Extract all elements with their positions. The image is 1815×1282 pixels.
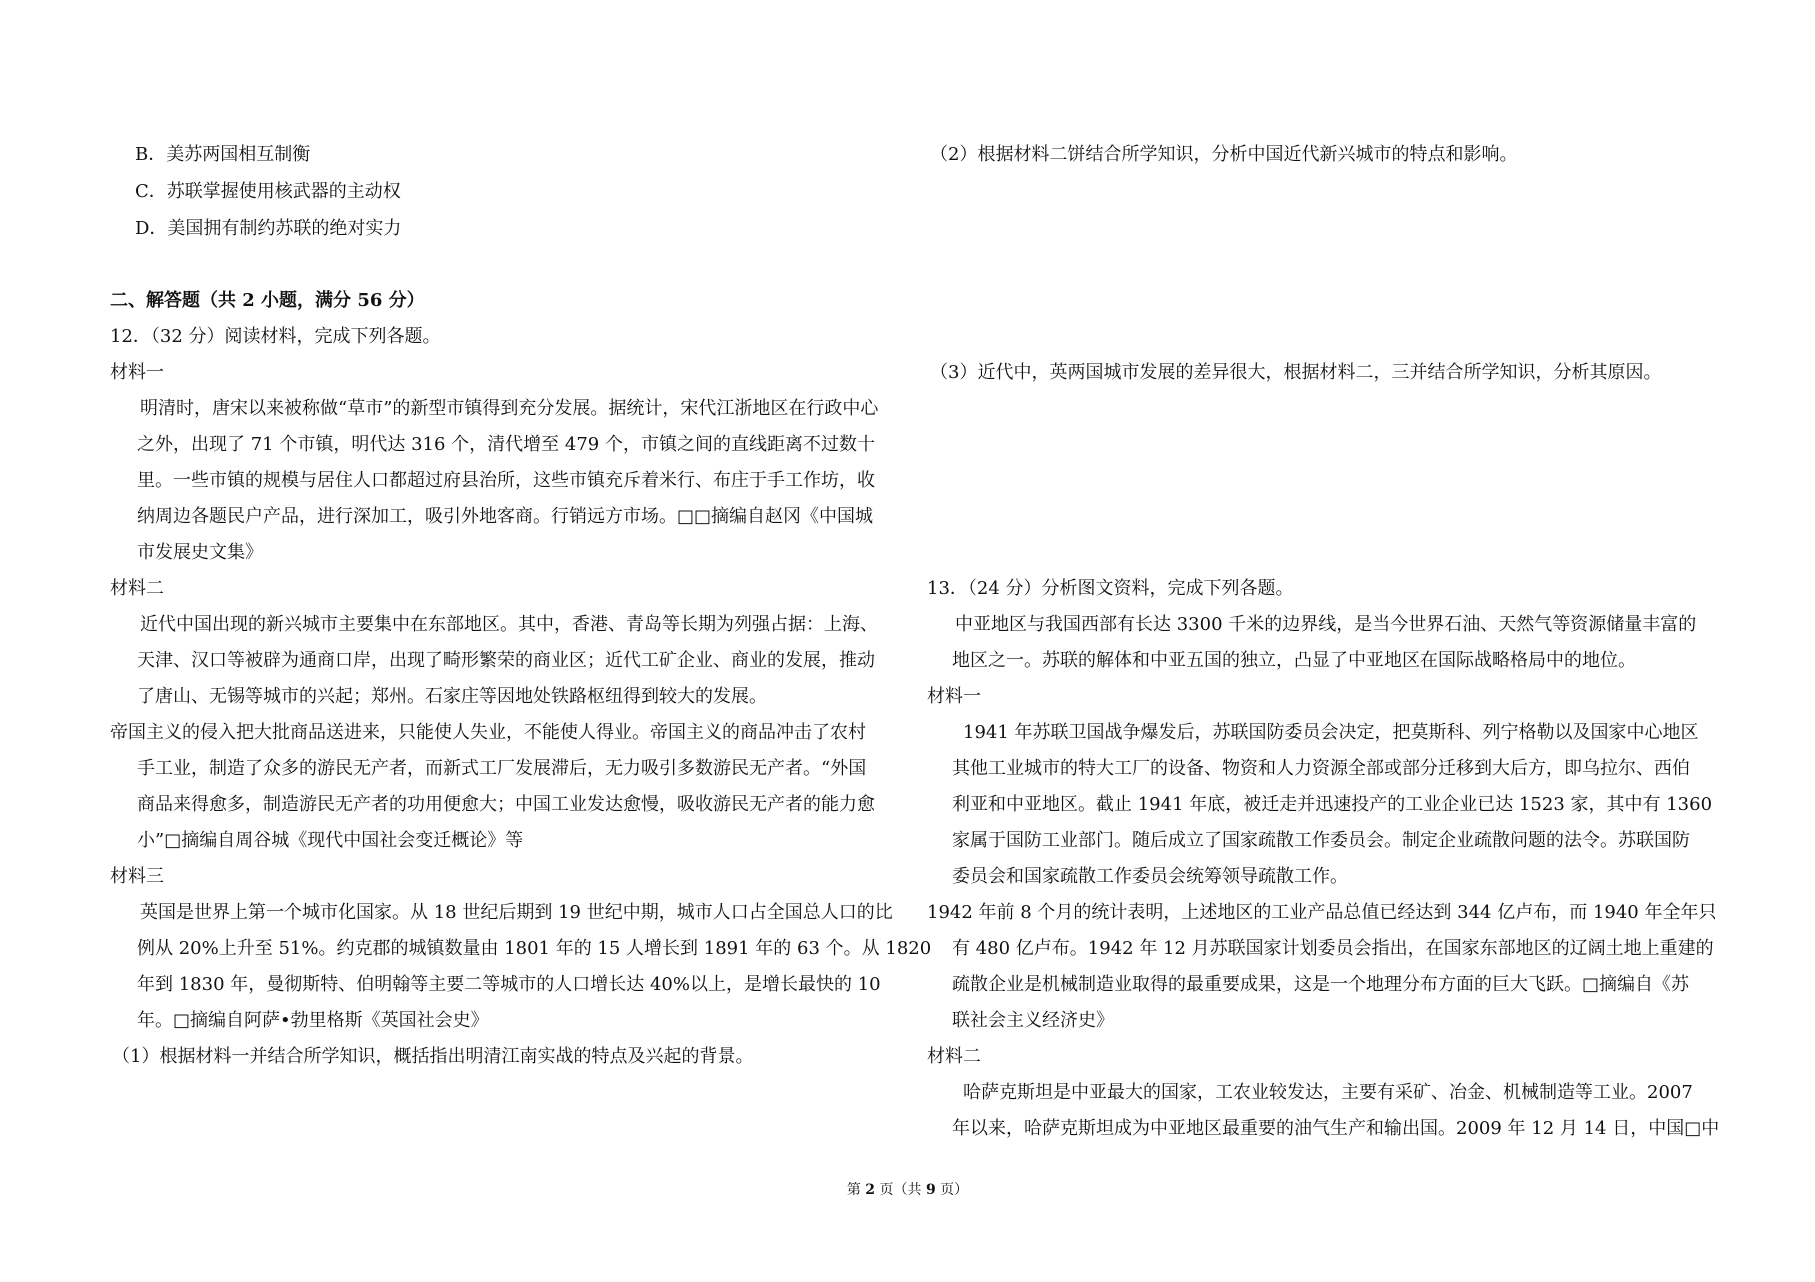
section-heading: 二、解答题（共 2 小题，满分 56 分） [110, 290, 425, 311]
material-2b-line: 小”□摘编自周谷城《现代中国社会变迁概论》等 [137, 830, 524, 851]
q13-material-1-line: 家属于国防工业部门。随后成立了国家疏散工作委员会。制定企业疏散问题的法令。苏联国防 [952, 830, 1690, 851]
q13-material-2-label: 材料二 [927, 1046, 981, 1067]
material-2-line: 天津、汉口等被辟为通商口岸，出现了畸形繁荣的商业区；近代工矿企业、商业的发展，推动 [137, 650, 875, 671]
q13-material-1b-line: 1942 年前 8 个月的统计表明，上述地区的工业产品总值已经达到 344 亿卢布，而 1940 年全年只 [927, 902, 1717, 923]
footer-suffix: 页） [935, 1182, 969, 1198]
material-1-line: 市发展史文集》 [137, 542, 263, 563]
material-2-line: 了唐山、无锡等城市的兴起；郑州。石家庄等因地处铁路枢纽得到较大的发展。 [137, 686, 767, 707]
material-2-label: 材料二 [110, 578, 164, 599]
question-12-part-2: （2）根据材料二饼结合所学知识，分析中国近代新兴城市的特点和影响。 [930, 144, 1518, 165]
option-c: C．苏联掌握使用核武器的主动权 [135, 181, 401, 202]
question-13-intro-line: 地区之一。苏联的解体和中亚五国的独立，凸显了中亚地区在国际战略格局中的地位。 [952, 650, 1636, 671]
material-1-line: 里。一些市镇的规模与居住人口都超过府县治所，这些市镇充斥着米行、布庄于手工作坊，收 [137, 470, 875, 491]
page-footer [0, 1180, 1815, 1200]
footer-prefix: 第 [846, 1182, 866, 1198]
footer-middle: 页（共 [875, 1182, 926, 1198]
question-12-part-3: （3）近代中，英两国城市发展的差异很大，根据材料二，三并结合所学知识，分析其原因。 [930, 362, 1662, 383]
q13-material-1b-line: 有 480 亿卢布。1942 年 12 月苏联国家计划委员会指出，在国家东部地区的辽阔土地上重建的 [952, 938, 1714, 959]
q13-material-1b-line: 联社会主义经济史》 [952, 1010, 1114, 1031]
page-number: 2 [865, 1182, 876, 1198]
q13-material-2-line: 哈萨克斯坦是中亚最大的国家，工农业较发达，主要有采矿、冶金、机械制造等工业。2007 [963, 1082, 1693, 1103]
q13-material-1b-line: 疏散企业是机械制造业取得的最重要成果，这是一个地理分布方面的巨大飞跃。□摘编自《苏 [952, 974, 1690, 995]
material-2b-line: 帝国主义的侵入把大批商品送进来，只能使人失业，不能使人得业。帝国主义的商品冲击了农村 [110, 722, 866, 743]
material-3-line: 年到 1830 年，曼彻斯特、伯明翰等主要二等城市的人口增长达 40%以上，是增长最快的 10 [137, 974, 881, 995]
material-1-label: 材料一 [110, 362, 164, 383]
material-1-line: 之外，出现了 71 个市镇，明代达 316 个，清代增至 479 个，市镇之间的直线距离不过数十 [137, 434, 875, 455]
question-12-stem: 12．（32 分）阅读材料，完成下列各题。 [110, 326, 441, 347]
question-13-stem: 13．（24 分）分析图文资料，完成下列各题。 [927, 578, 1294, 599]
question-12-part-1: （1）根据材料一并结合所学知识，概括指出明清江南实战的特点及兴起的背景。 [112, 1046, 754, 1067]
q13-material-1-line: 委员会和国家疏散工作委员会统筹领导疏散工作。 [952, 866, 1348, 887]
material-3-label: 材料三 [110, 866, 164, 887]
q13-material-1-line: 1941 年苏联卫国战争爆发后，苏联国防委员会决定，把莫斯科、列宁格勒以及国家中心地区 [963, 722, 1699, 743]
material-2-line: 近代中国出现的新兴城市主要集中在东部地区。其中，香港、青岛等长期为列强占据：上海、 [140, 614, 878, 635]
q13-material-2-line: 年以来，哈萨克斯坦成为中亚地区最重要的油气生产和输出国。2009 年 12 月 14 日，中国□中 [952, 1118, 1720, 1139]
q13-material-1-label: 材料一 [927, 686, 981, 707]
option-b: B．美苏两国相互制衡 [135, 144, 311, 165]
q13-material-1-line: 其他工业城市的特大工厂的设备、物资和人力资源全部或部分迁移到大后方，即乌拉尔、西伯 [952, 758, 1690, 779]
material-1-line: 纳周边各题民户产品，进行深加工，吸引外地客商。行销远方市场。□□摘编自赵冈《中国城 [137, 506, 874, 527]
question-13-intro-line: 中亚地区与我国西部有长达 3300 千米的边界线，是当今世界石油、天然气等资源储量丰富的 [955, 614, 1697, 635]
material-3-line: 年。□摘编自阿萨•勃里格斯《英国社会史》 [137, 1010, 489, 1031]
page-total: 9 [925, 1182, 936, 1198]
material-3-line: 例从 20%上升至 51%。约克郡的城镇数量由 1801 年的 15 人增长到 1891 年的 63 个。从 1820 [137, 938, 932, 959]
material-2b-line: 手工业，制造了众多的游民无产者，而新式工厂发展滞后，无力吸引多数游民无产者。“外国 [137, 758, 867, 779]
material-2b-line: 商品来得愈多，制造游民无产者的功用便愈大；中国工业发达愈慢，吸收游民无产者的能力愈 [137, 794, 875, 815]
material-3-line: 英国是世界上第一个城市化国家。从 18 世纪后期到 19 世纪中期，城市人口占全国总人口的比 [140, 902, 893, 923]
material-1-line: 明清时，唐宋以来被称做“草市”的新型市镇得到充分发展。据统计，宋代江浙地区在行政中心 [140, 398, 879, 419]
q13-material-1-line: 利亚和中亚地区。截止 1941 年底，被迁走并迅速投产的工业企业已达 1523 家，其中有 1360 [952, 794, 1713, 815]
option-d: D．美国拥有制约苏联的绝对实力 [135, 218, 402, 239]
